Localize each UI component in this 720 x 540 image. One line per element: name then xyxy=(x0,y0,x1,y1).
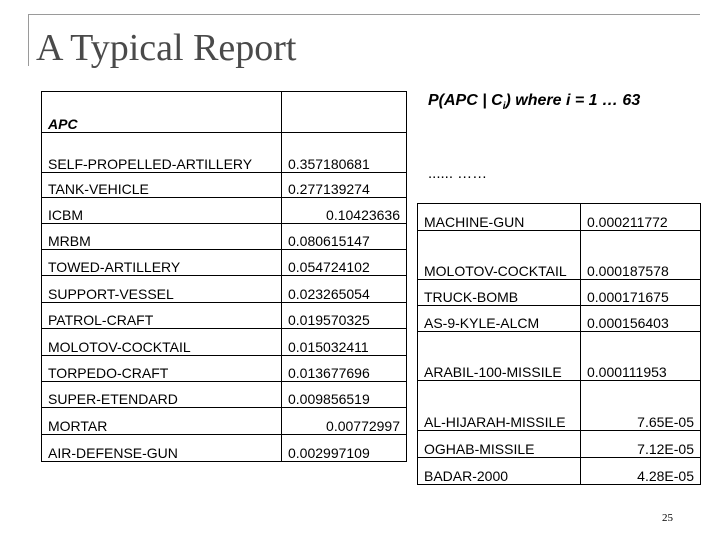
row-name: MRBM xyxy=(42,224,282,250)
row-value: 0.009856519 xyxy=(282,382,407,408)
row-value: 0.277139274 xyxy=(282,173,407,198)
row-name: ARABIL-100-MISSILE xyxy=(418,332,581,381)
table-row xyxy=(418,280,701,306)
row-name: AIR-DEFENSE-GUN xyxy=(42,435,282,462)
table-row xyxy=(42,382,407,408)
row-name: ICBM xyxy=(42,198,282,224)
table-row xyxy=(42,303,407,329)
table-row xyxy=(418,204,701,231)
slide-title: A Typical Report xyxy=(36,27,297,69)
row-name: PATROL-CRAFT xyxy=(42,303,282,329)
row-value: 0.023265054 xyxy=(282,276,407,303)
row-value: 0.000187578 xyxy=(581,231,701,280)
table-row xyxy=(42,173,407,198)
table-row xyxy=(418,458,701,485)
table-row xyxy=(42,329,407,356)
table-row xyxy=(418,381,701,431)
apc-probability-table xyxy=(41,91,407,462)
title-bracket-left xyxy=(28,14,29,66)
row-value: 0.000211772 xyxy=(581,204,701,231)
table-row xyxy=(42,198,407,224)
table-subtitle xyxy=(428,92,640,112)
row-value: 0.357180681 xyxy=(282,133,407,173)
row-value: 7.65E-05 xyxy=(581,381,701,431)
table-row xyxy=(418,431,701,458)
table-row xyxy=(418,306,701,332)
row-value: 0.015032411 xyxy=(282,329,407,356)
row-name: SUPPORT-VESSEL xyxy=(42,276,282,303)
row-value: 0.080615147 xyxy=(282,224,407,250)
row-value: 0.019570325 xyxy=(282,303,407,329)
row-name: SUPER-ETENDARD xyxy=(42,382,282,408)
table-header-empty xyxy=(282,92,407,133)
row-value: 0.000111953 xyxy=(581,332,701,381)
page-number: 25 xyxy=(662,512,673,524)
row-name: TOWED-ARTILLERY xyxy=(42,250,282,276)
apc-tail-probability-table xyxy=(417,203,701,485)
row-name: MOLOTOV-COCKTAIL xyxy=(418,231,581,280)
row-name: BADAR-2000 xyxy=(418,458,581,485)
table-row xyxy=(418,332,701,381)
subtitle-suffix: ) where i = 1 … 63 xyxy=(505,92,641,109)
row-value: 0.054724102 xyxy=(282,250,407,276)
row-name: OGHAB-MISSILE xyxy=(418,431,581,458)
table-row xyxy=(418,231,701,280)
row-value: 4.28E-05 xyxy=(581,458,701,485)
row-name: AL-HIJARAH-MISSILE xyxy=(418,381,581,431)
row-value: 0.00772997 xyxy=(282,408,407,435)
row-name: TRUCK-BOMB xyxy=(418,280,581,306)
row-name: SELF-PROPELLED-ARTILLERY xyxy=(42,133,282,173)
row-name: MOLOTOV-COCKTAIL xyxy=(42,329,282,356)
row-value: 0.013677696 xyxy=(282,356,407,382)
row-name: TORPEDO-CRAFT xyxy=(42,356,282,382)
table-row xyxy=(42,435,407,462)
table-row xyxy=(42,276,407,303)
ellipsis-text: ...... …… xyxy=(428,165,488,182)
row-name: MACHINE-GUN xyxy=(418,204,581,231)
table-header-apc: APC xyxy=(42,92,282,133)
row-name: AS-9-KYLE-ALCM xyxy=(418,306,581,332)
table-row xyxy=(42,224,407,250)
row-value: 7.12E-05 xyxy=(581,431,701,458)
table-row xyxy=(42,408,407,435)
subtitle-prefix: P(APC | C xyxy=(428,92,503,109)
table-row xyxy=(42,250,407,276)
table-row xyxy=(42,356,407,382)
row-value: 0.000171675 xyxy=(581,280,701,306)
row-name: TANK-VEHICLE xyxy=(42,173,282,198)
subtitle-subscript: i xyxy=(502,101,506,113)
row-name: MORTAR xyxy=(42,408,282,435)
title-bracket-top xyxy=(28,14,700,15)
row-value: 0.002997109 xyxy=(282,435,407,462)
table-row xyxy=(42,133,407,173)
row-value: 0.10423636 xyxy=(282,198,407,224)
row-value: 0.000156403 xyxy=(581,306,701,332)
